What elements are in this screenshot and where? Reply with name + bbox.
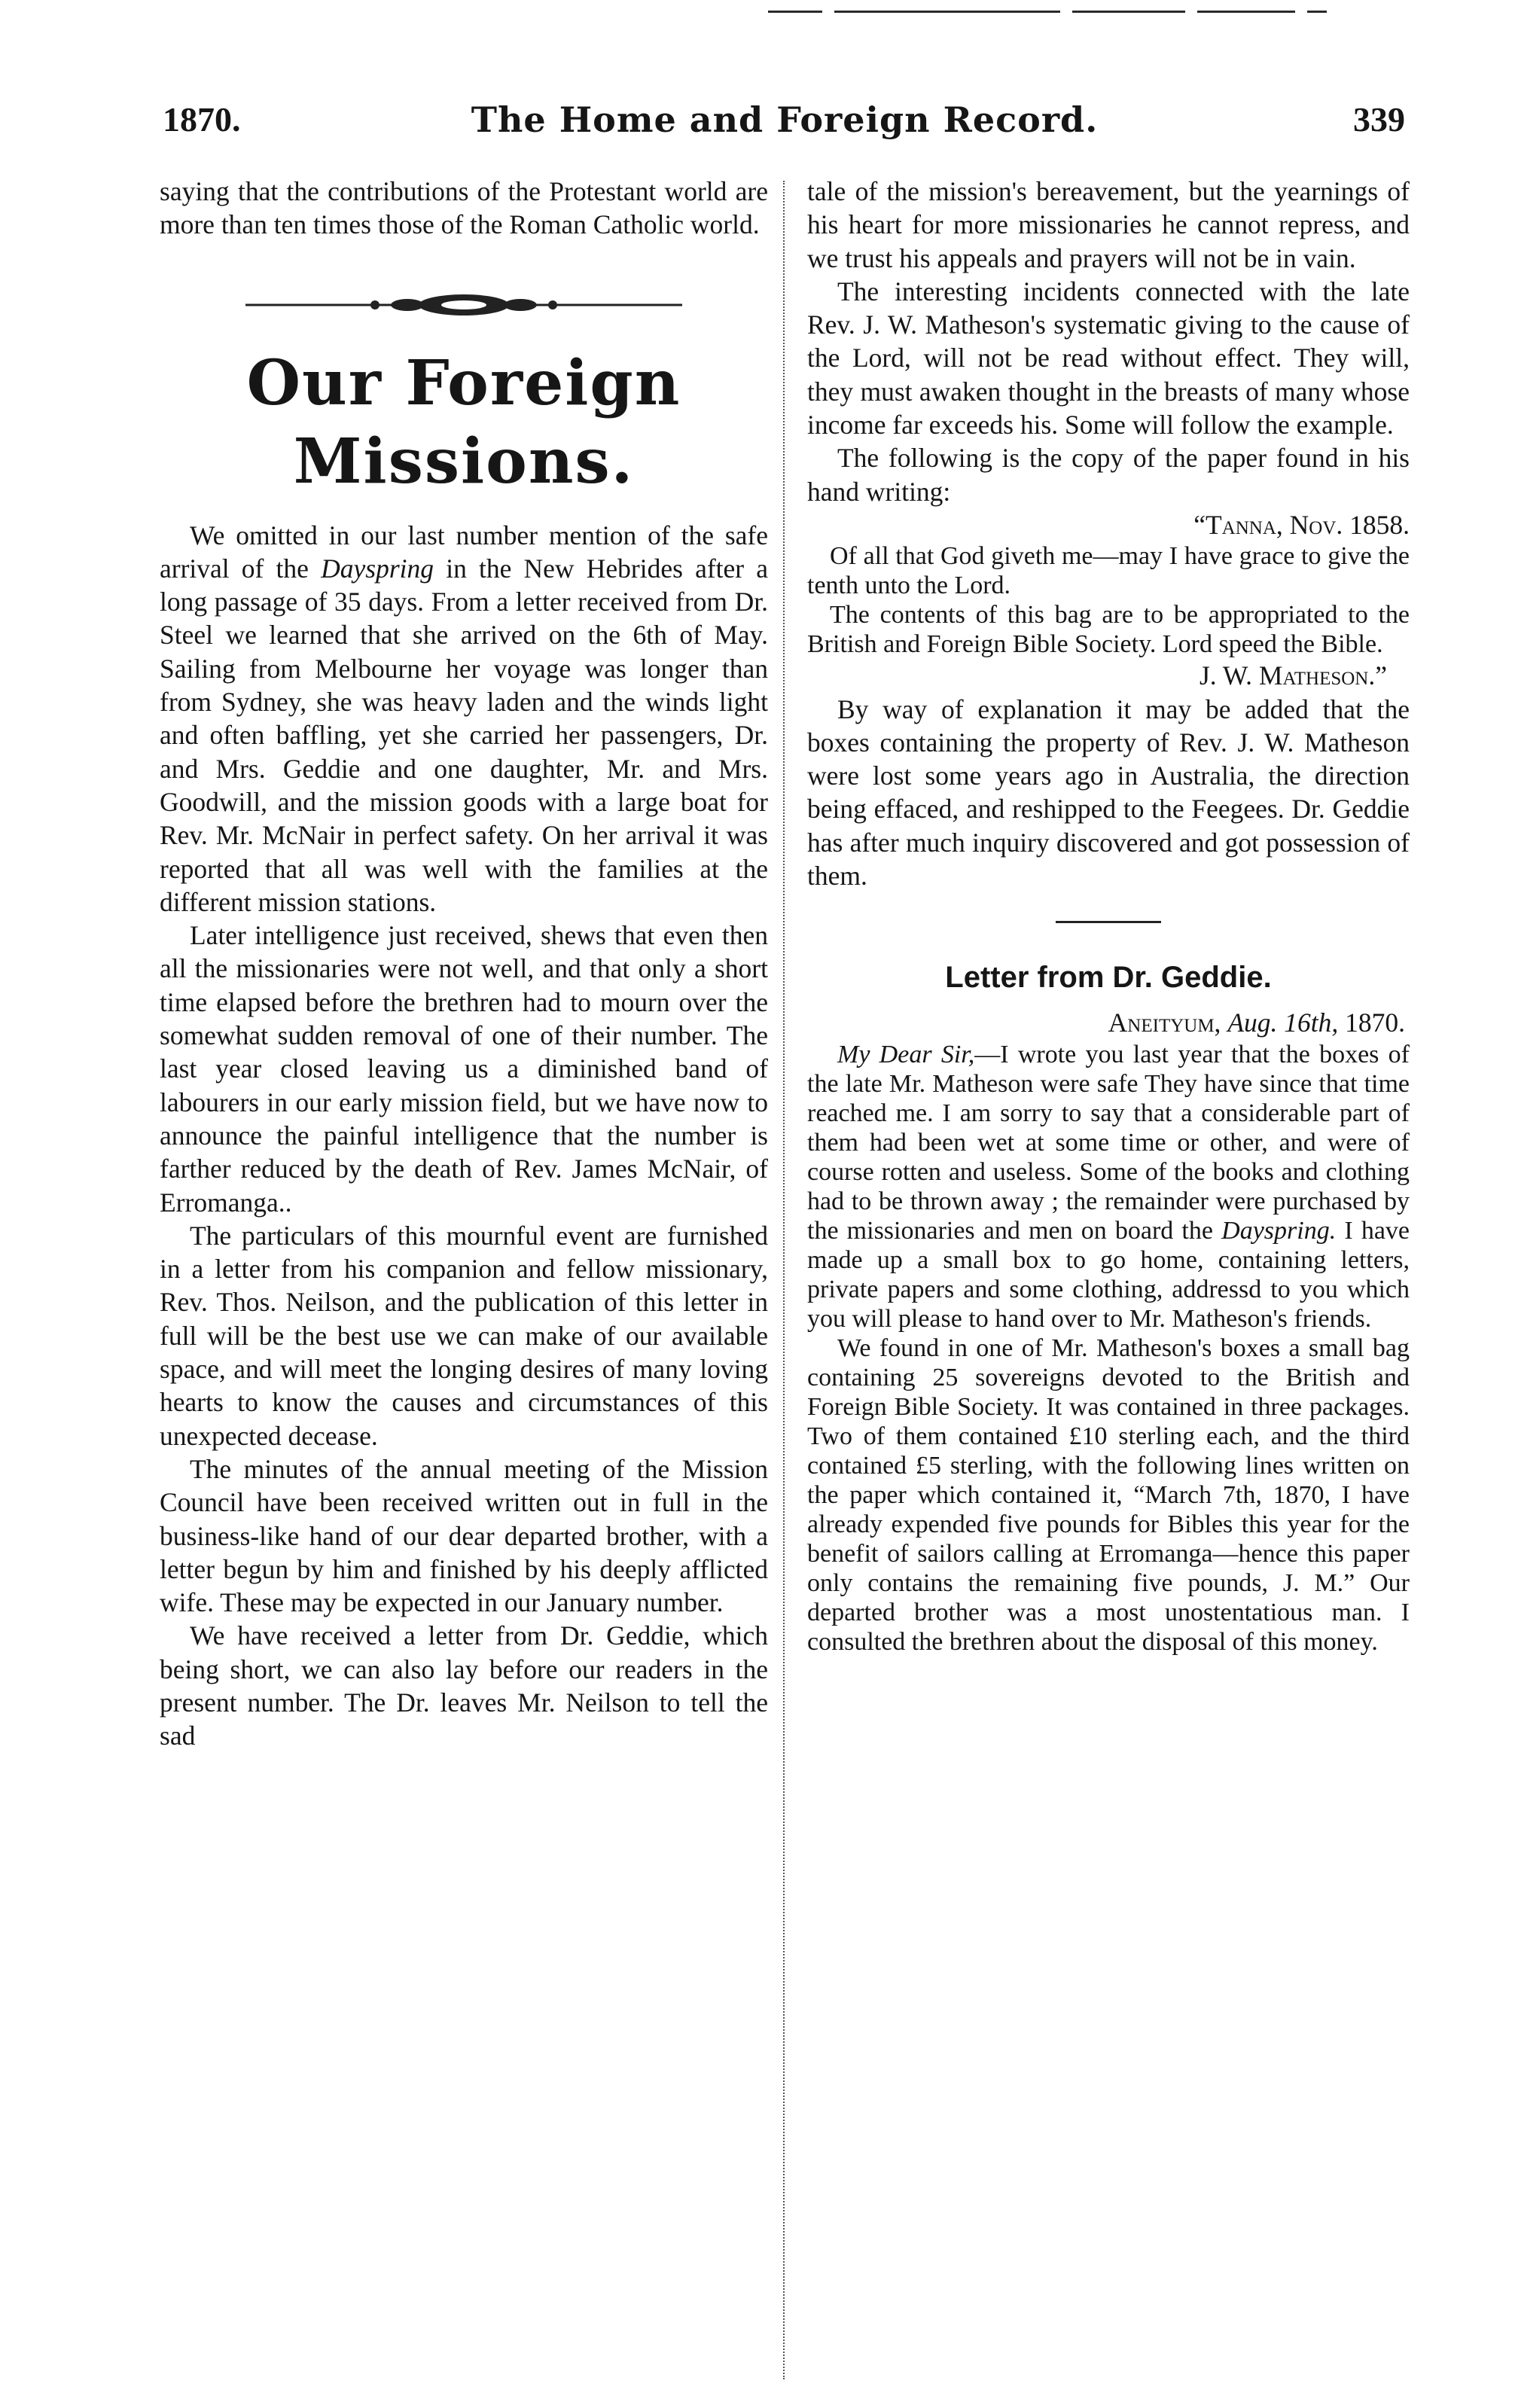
right-column [807, 175, 1410, 1657]
letter-date: Aug. 16th, [1227, 1007, 1339, 1038]
letter-heading: Letter from Dr. Geddie. [945, 961, 1272, 995]
note-line-1: Of all that God giveth me—may I have grace to give the tenth unto the Lord. [807, 542, 1410, 600]
page-number: 339 [1353, 100, 1405, 139]
note-dateline: “Tanna, Nov. 1858. [1193, 509, 1410, 540]
running-header [160, 96, 1410, 154]
top-rule-1 [768, 11, 822, 13]
letter-place: Aneityum, [1108, 1007, 1221, 1038]
p1-before: We omitted in our last number mention of the safe arrival of the [160, 520, 768, 584]
letter-year: 1870. [1345, 1007, 1405, 1038]
letter-paragraph-2: We found in one of Mr. Matheson's boxes a small bag containing 25 sovereigns devoted to the British and Foreign Bible Society. It was contained in three packages. Two of them contained £10 sterling each, and the third contained £5 sterling, with the following lines written on the paper which contained it, “March 7th, 1870, I have already expended five pounds for Bibles this year for the benefit of sailors calling at Erromanga—hence this paper only contains the remaining five pounds, J. M.” Our departed brother was a most unostentatious man. I consulted the brethren about the disposal of this money. [807, 1334, 1410, 1656]
letter-p1-a: —I wrote you last year that the boxes of the late Mr. Matheson were safe They have since that time reached me. I am sorry to say that a considerable part of them had been wet at some time or other, and were of course rotten and useless. Some of the books and clothing had to be thrown away ; the remainder were purchased by the missionaries and men on board the [807, 1040, 1410, 1245]
paragraph-minutes: The minutes of the annual meeting of the Mission Council have been received written out in full in the business-like hand of our dear departed brother, with a letter begun by him and finished by his deeply afflicted wife. These may be expected in our January number. [160, 1453, 768, 1618]
paragraph-matheson-giving: The interesting incidents connected with the late Rev. J. W. Matheson's systematic giving to the cause of the Lord, will not be read without effect. They will, they must awaken thought in the breasts of many whose income far exceeds his. Some will follow the example. [807, 276, 1410, 440]
paragraph-copy-paper: The following is the copy of the paper found in his hand writing: [807, 443, 1410, 507]
top-rule-4 [1197, 11, 1295, 13]
ship-name: Dayspring [321, 553, 434, 584]
top-rule-2 [834, 11, 1060, 13]
top-rule-5 [1307, 11, 1327, 13]
paragraph-bereavement: tale of the mission's bereavement, but the yearnings of his heart for more missionaries he cannot repress, and we trust his appeals and prayers will not be in vain. [807, 176, 1410, 273]
ornament-divider [160, 275, 768, 335]
ornament-icon [245, 290, 682, 320]
letter-p1-b: I have made up a small box to go home, containing letters, private papers and some clothing, addressd to you which you will please to hand over to Mr. Matheson's friends. [807, 1216, 1410, 1333]
letter-dateline [807, 1006, 1405, 1039]
header-year: 1870. [163, 100, 241, 139]
paragraph-particulars: The particulars of this mournful event are furnished in a letter from his companion and fellow missionary, Rev. Thos. Neilson, and the publication of this letter in full will be the best use we can make of our available space, and will meet the longing desires of many loving hearts to know the causes and circumstances of this unexpected decease. [160, 1220, 768, 1451]
letter-paragraph-1 [807, 1040, 1410, 1334]
letter-salutation: My Dear Sir, [837, 1040, 975, 1068]
left-column [160, 175, 768, 1753]
paragraph-dayspring-arrival [160, 519, 768, 919]
note-signature: J. W. Matheson.” [1199, 660, 1387, 691]
column-divider [783, 181, 785, 2379]
paragraph-geddie-letter: We have received a letter from Dr. Geddie, which being short, we can also lay before our readers in the present number. The Dr. leaves Mr. Neilson to tell the sad [160, 1620, 768, 1751]
matheson-note [807, 508, 1410, 693]
letter-body [807, 1040, 1410, 1657]
section-title: Our Foreign Missions. [246, 346, 681, 498]
p1-after: in the New Hebrides after a long passage of 35 days. From a letter received from Dr. Steel we learned that she arrived on the 6th of May. Sailing from Melbourne her voyage was longer than from Sydney, she was heavy laden and the winds light and often baffling, yet she carried her passengers, Dr. and Mrs. Geddie and one daughter, Mr. and Mrs. Goodwill, and the mission goods with a large boat for Rev. Mr. McNair in perfect safety. On her arrival it was reported that all was well with the families at the different mission stations. [160, 553, 769, 917]
letter-ship-name: Dayspring. [1221, 1216, 1337, 1245]
short-rule [1056, 921, 1161, 923]
top-rule-3 [1072, 11, 1185, 13]
intro-paragraph: saying that the contributions of the Protestant world are more than ten times those of the Roman Catholic world. [160, 176, 768, 240]
paragraph-explanation: By way of explanation it may be added that the boxes containing the property of Rev. J. W. Matheson were lost some years ago in Australia, the direction being effaced, and reshipped to the Feegees. Dr. Geddie has after much inquiry discovered and got possession of them. [807, 693, 1410, 892]
header-title: The Home and Foreign Record. [471, 99, 1099, 140]
note-line-2: The contents of this bag are to be appropriated to the British and Foreign Bible Society. Lord speed the Bible. [807, 601, 1410, 659]
paragraph-later-intelligence: Later intelligence just received, shews that even then all the missionaries were not well, and that only a short time elapsed before the brethren had to mourn over the somewhat sudden removal of one of their number. The last year closed leaving us a diminished band of labourers in our early mission field, but we have now to announce the painful intelligence that the number is farther reduced by the death of Rev. James McNair, of Erromanga.. [160, 920, 768, 1218]
